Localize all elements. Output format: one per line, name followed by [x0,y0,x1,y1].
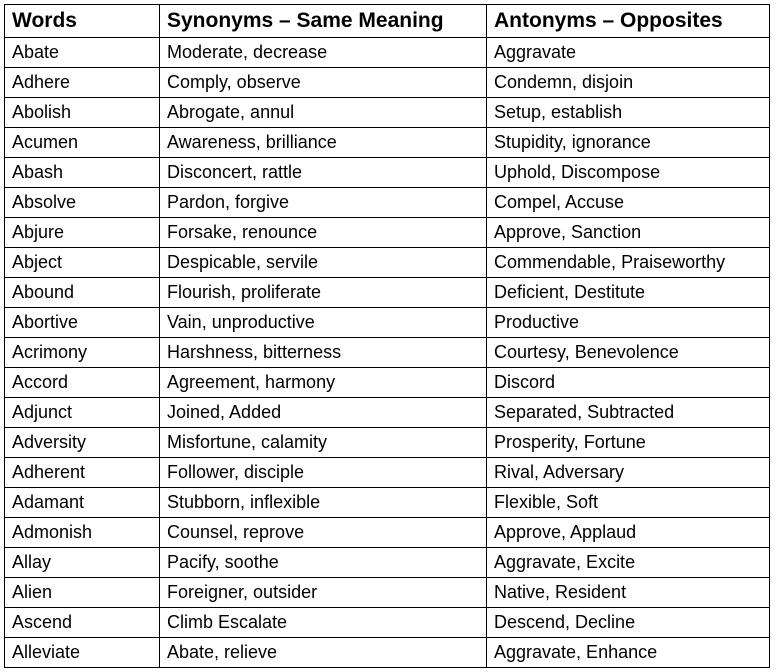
antonyms-cell: Condemn, disjoin [487,68,770,98]
word-cell: Abjure [5,218,160,248]
antonyms-cell: Deficient, Destitute [487,278,770,308]
word-cell: Alien [5,578,160,608]
table-row [5,488,770,518]
table-row [5,38,770,68]
table-row [5,578,770,608]
table-row [5,158,770,188]
antonyms-cell: Rival, Adversary [487,458,770,488]
header-words: Words [5,5,160,38]
antonyms-cell: Commendable, Praiseworthy [487,248,770,278]
table-row [5,218,770,248]
table-row [5,248,770,278]
synonyms-cell: Counsel, reprove [160,518,487,548]
word-cell: Abate [5,38,160,68]
antonyms-cell: Native, Resident [487,578,770,608]
antonyms-cell: Separated, Subtracted [487,398,770,428]
antonyms-cell: Flexible, Soft [487,488,770,518]
word-cell: Abound [5,278,160,308]
antonyms-cell: Stupidity, ignorance [487,128,770,158]
table-row [5,398,770,428]
antonyms-cell: Courtesy, Benevolence [487,338,770,368]
table-row [5,638,770,668]
antonyms-cell: Descend, Decline [487,608,770,638]
synonyms-cell: Stubborn, inflexible [160,488,487,518]
word-cell: Admonish [5,518,160,548]
table-row [5,608,770,638]
synonyms-cell: Joined, Added [160,398,487,428]
synonyms-cell: Climb Escalate [160,608,487,638]
synonyms-cell: Harshness, bitterness [160,338,487,368]
synonyms-cell: Awareness, brilliance [160,128,487,158]
antonyms-cell: Discord [487,368,770,398]
antonyms-cell: Approve, Applaud [487,518,770,548]
word-cell: Alleviate [5,638,160,668]
word-cell: Abortive [5,308,160,338]
header-row [5,5,770,38]
synonyms-cell: Agreement, harmony [160,368,487,398]
antonyms-cell: Productive [487,308,770,338]
table-row [5,458,770,488]
word-cell: Adamant [5,488,160,518]
synonyms-cell: Forsake, renounce [160,218,487,248]
word-cell: Acumen [5,128,160,158]
table-row [5,548,770,578]
synonyms-cell: Abrogate, annul [160,98,487,128]
header-antonyms: Antonyms – Opposites [487,5,770,38]
antonyms-cell: Uphold, Discompose [487,158,770,188]
table-row [5,278,770,308]
word-cell: Acrimony [5,338,160,368]
antonyms-cell: Compel, Accuse [487,188,770,218]
synonyms-cell: Comply, observe [160,68,487,98]
table-row [5,338,770,368]
table-row [5,98,770,128]
synonyms-cell: Abate, relieve [160,638,487,668]
vocabulary-table [4,4,770,668]
header-synonyms: Synonyms – Same Meaning [160,5,487,38]
word-cell: Ascend [5,608,160,638]
table-row [5,128,770,158]
word-cell: Adversity [5,428,160,458]
synonyms-cell: Pacify, soothe [160,548,487,578]
synonyms-cell: Vain, unproductive [160,308,487,338]
table-row [5,68,770,98]
word-cell: Adherent [5,458,160,488]
word-cell: Accord [5,368,160,398]
table-row [5,188,770,218]
synonyms-cell: Disconcert, rattle [160,158,487,188]
antonyms-cell: Aggravate [487,38,770,68]
word-cell: Abject [5,248,160,278]
word-cell: Adhere [5,68,160,98]
synonyms-cell: Pardon, forgive [160,188,487,218]
antonyms-cell: Approve, Sanction [487,218,770,248]
synonyms-cell: Foreigner, outsider [160,578,487,608]
table-row [5,368,770,398]
word-cell: Absolve [5,188,160,218]
synonyms-cell: Follower, disciple [160,458,487,488]
synonyms-cell: Moderate, decrease [160,38,487,68]
synonyms-cell: Misfortune, calamity [160,428,487,458]
synonyms-cell: Flourish, proliferate [160,278,487,308]
table-header [5,5,770,38]
word-cell: Allay [5,548,160,578]
antonyms-cell: Setup, establish [487,98,770,128]
antonyms-cell: Aggravate, Excite [487,548,770,578]
table-body [5,38,770,668]
word-cell: Abash [5,158,160,188]
word-cell: Abolish [5,98,160,128]
table-row [5,308,770,338]
word-cell: Adjunct [5,398,160,428]
antonyms-cell: Aggravate, Enhance [487,638,770,668]
antonyms-cell: Prosperity, Fortune [487,428,770,458]
table-row [5,518,770,548]
table-row [5,428,770,458]
synonyms-cell: Despicable, servile [160,248,487,278]
